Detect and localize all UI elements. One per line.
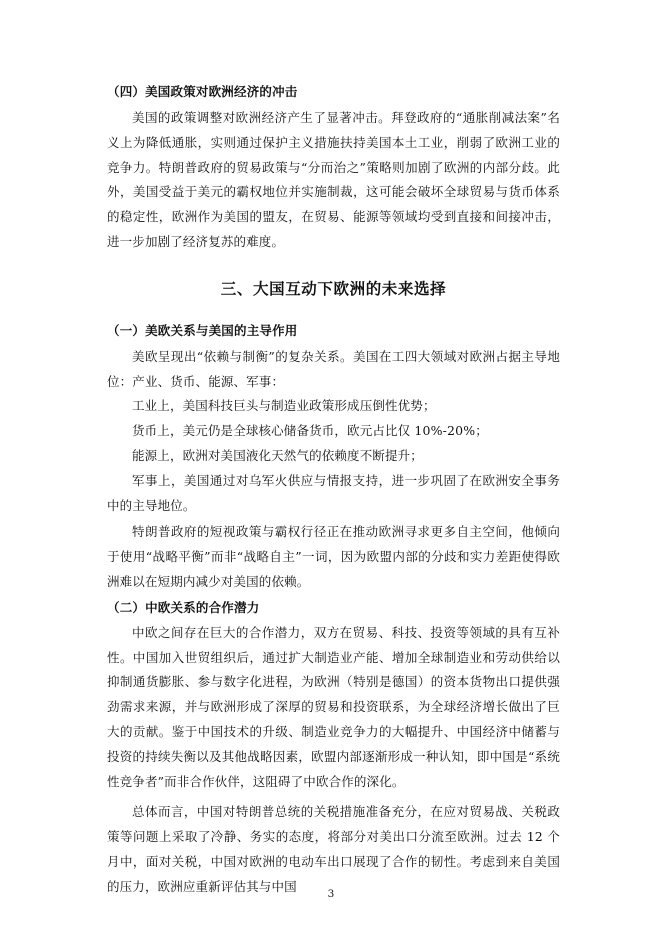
subsection-2-paragraph-1: 中欧之间存在巨大的合作潜力，双方在贸易、科技、投资等领域的具有互补性。中国加入世贸组织后，通过扩大制造业产能、增加全球制造业和劳动供给以抑制通货膨胀、参与数字化进程，为欧洲（特别是德国）的资本货物出口提供强劲需求来源，并与欧洲形成了深厚的贸易和投资联系，为全球经济增长做出了巨大的贡献。鉴于中国技术的升级、制造业竞争力的大幅提升、中国经济中储蓄与投资的持续失衡以及其他战略因素，欧盟内部逐渐形成一种认知，即中国是“系统性竞争者”而非合作伙伴，这阻碍了中欧合作的深化。 — [107, 624, 560, 789]
subsection-1-trump-paragraph: 特朗普政府的短视政策与霸权行径正在推动欧洲寻求更多自主空间，他倾向于使用“战略平衡”而非“战略自主”一词，因为欧盟内部的分歧和实力差距使得欧洲难以在短期内减少对美国的依赖。 — [107, 524, 560, 589]
subsection-1-heading: （一）美欧关系与美国的主导作用 — [107, 322, 298, 338]
section-4-heading: （四）美国政策对欧洲经济的冲击 — [107, 84, 298, 99]
energy-line: 能源上，欧洲对美国液化天然气的依赖度不断提升； — [132, 447, 423, 463]
currency-line: 货币上，美元仍是全球核心储备货币，欧元占比仅 10%-20%； — [132, 423, 488, 439]
military-line: 军事上，美国通过对乌军火供应与情报支持，进一步巩固了在欧洲安全事务中的主导地位。 — [107, 472, 560, 513]
page-number: 3 — [327, 888, 335, 900]
subsection-2-paragraph-2: 总体而言，中国对特朗普总统的关税措施准备充分，在应对贸易战、关税政策等问题上采取了冷静、务实的态度，将部分对美出口分流至欧洲。过去 12 个月中，面对关税，中国对欧洲的电动车出口展现了合作的韧性。考虑到来自美国的压力，欧洲应重新评估其与中国 — [107, 804, 560, 894]
industry-line: 工业上，美国科技巨头与制造业政策形成压倒性优势； — [132, 398, 436, 414]
chapter-3-title: 三、大国互动下欧洲的未来选择 — [220, 279, 447, 298]
subsection-1-intro: 美欧呈现出“依赖与制衡”的复杂关系。美国在工四大领域对欧洲占据主导地位：产业、货币、能源、军事： — [107, 348, 560, 389]
page-content — [107, 82, 560, 900]
subsection-2-heading: （二）中欧关系的合作潜力 — [107, 599, 260, 615]
section-4-paragraph: 美国的政策调整对欧洲经济产生了显著冲击。拜登政府的“通胀削减法案”名义上为降低通胀，实则通过保护主义措施扶持美国本土工业，削弱了欧洲工业的竞争力。特朗普政府的贸易政策与“分而治之”策略则加剧了欧洲的内部分歧。此外，美国受益于美元的霸权地位并实施制裁，这可能会破坏全球贸易与货币体系的稳定性，欧洲作为美国的盟友，在贸易、能源等领域均受到直接和间接冲击，进一步加剧了经济复苏的难度。 — [107, 110, 560, 249]
